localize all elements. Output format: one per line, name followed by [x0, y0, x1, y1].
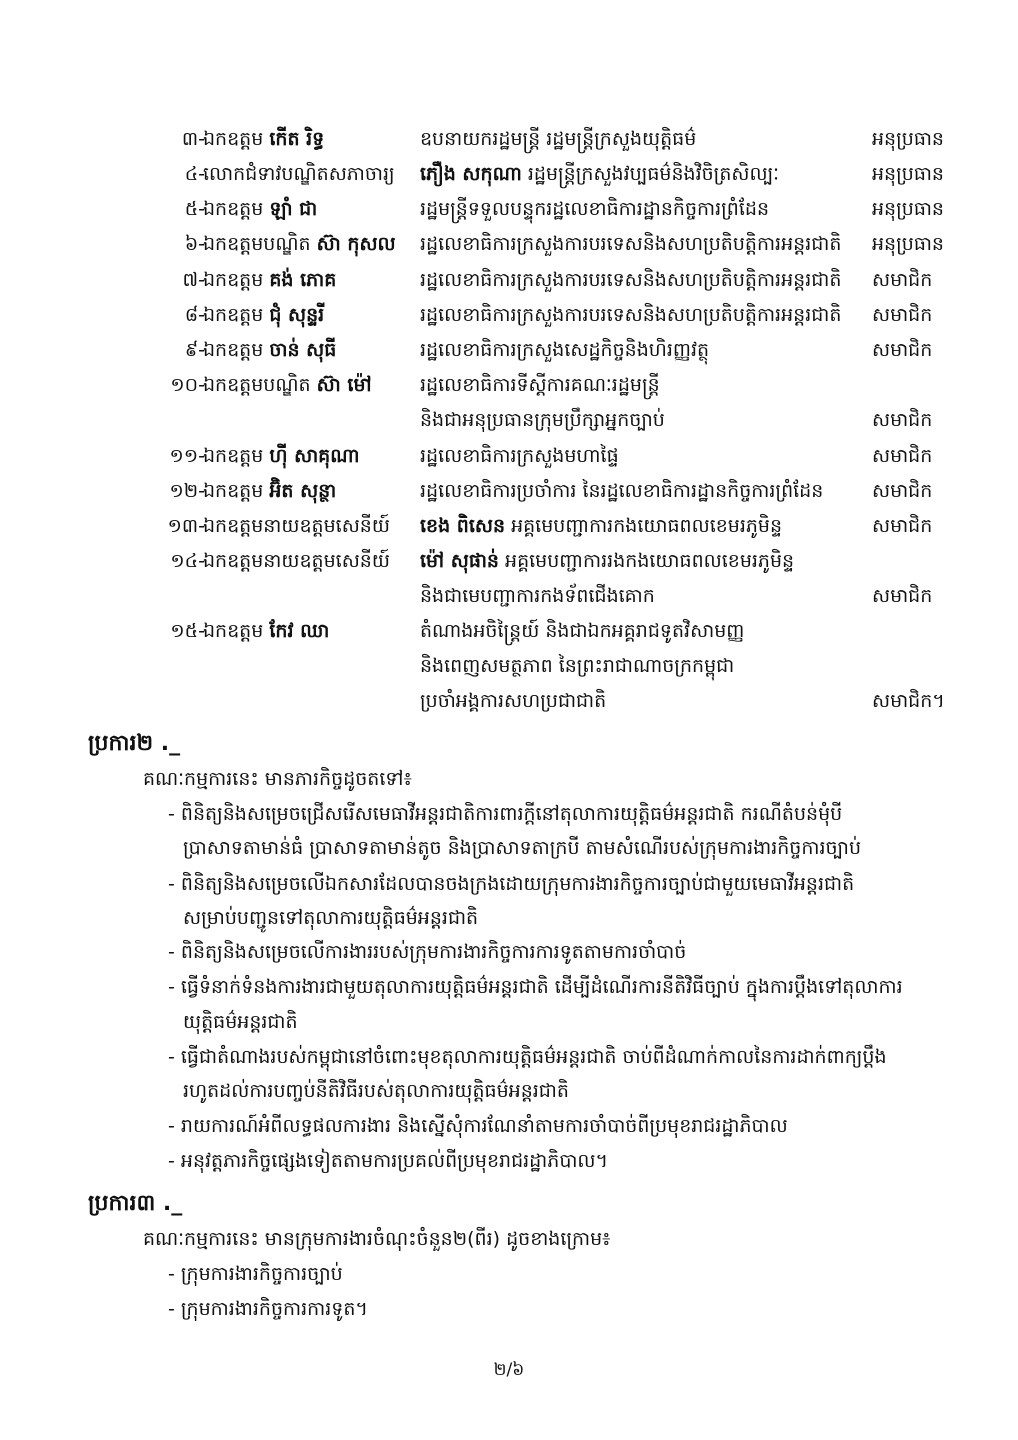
- member-number: ៣-: [181, 128, 205, 150]
- member-status: សមាជិក: [872, 445, 933, 467]
- article-2-bullet: - ពិនិត្យនិងសម្រេចលើឯកសារដែលបានចងក្រងដោយក្រុមការងារកិច្ចការច្បាប់ជាមួយមេធាវីអន្តរជាតិ: [168, 873, 855, 895]
- member-title: ឯកឧត្តម ជុំ សុន្ទរី: [203, 304, 325, 326]
- member-number: ១១-: [169, 445, 205, 467]
- member-status: សមាជិក: [872, 585, 933, 607]
- member-role: ខេង ពិសេន អគ្គមេបញ្ជាការកងយោធពលខេមរភូមិន្ទ: [420, 515, 783, 537]
- member-role: រដ្ឋលេខាធិការប្រចាំការ នៃរដ្ឋលេខាធិការដ្ឋានកិច្ចការព្រំដែន: [420, 480, 824, 502]
- member-name: ឡាំ ជា: [269, 198, 318, 220]
- member-name: ខេង ពិសេន: [420, 515, 506, 537]
- article-2-bullet-cont: ប្រាសាទតាមាន់ធំ ប្រាសាទតាមាន់តូច និងប្រាសាទតាក្របី តាមសំណើរបស់ក្រុមការងារកិច្ចការច្បាប់: [183, 837, 862, 859]
- member-title: ឯកឧត្តម អ៊ិត សុន្ថា: [203, 480, 337, 502]
- member-number: ១៣-: [167, 515, 205, 537]
- member-name: ជុំ សុន្ទរី: [269, 304, 325, 326]
- member-title: ឯកឧត្តមនាយឧត្តមសេនីយ៍: [203, 550, 390, 572]
- member-name: ភឿង សកុណា: [420, 163, 522, 185]
- member-name: ស៊ា ម៉ៅ: [316, 374, 372, 396]
- member-name: កើត រិទ្ធ: [269, 128, 325, 150]
- article-2-bullet: - រាយការណ៍អំពីលទ្ធផលការងារ និងស្នើសុំការណែនាំតាមការចាំបាច់ពីប្រមុខរាជរដ្ឋាភិបាល: [168, 1115, 788, 1137]
- member-role: ឧបនាយករដ្ឋមន្ត្រី រដ្ឋមន្ត្រីក្រសួងយុត្តិធម៌: [420, 128, 697, 150]
- member-status: សមាជិក: [872, 409, 933, 431]
- member-number: ១០-: [170, 374, 205, 396]
- member-number: ៩-: [184, 339, 205, 361]
- article-2-bullet: - ធ្វើជាតំណាងរបស់កម្ពុជានៅចំពោះមុខតុលាការយុត្តិធម៌អន្តរជាតិ ចាប់ពីដំណាក់កាលនៃការដាក់ពាក្យប្តឹង: [168, 1046, 887, 1068]
- member-title: ឯកឧត្តមបណ្ឌិត ស៊ា កុសល: [203, 233, 396, 255]
- member-name: អ៊ិត សុន្ថា: [269, 480, 337, 502]
- article-2-bullet-cont: រហូតដល់ការបញ្ចប់នីតិវិធីរបស់តុលាការយុត្តិធម៌អន្តរជាតិ: [183, 1080, 569, 1102]
- article-2-bullet-cont: សម្រាប់បញ្ជូនទៅតុលាការយុត្តិធម៌អន្តរជាតិ: [183, 907, 479, 929]
- member-title: ឯកឧត្តម ឡាំ ជា: [203, 198, 318, 220]
- member-role-cont: និងពេញសមត្ថភាព នៃព្រះរាជាណាចក្រកម្ពុជា: [420, 655, 735, 677]
- member-role: រដ្ឋលេខាធិការក្រសួងការបរទេសនិងសហប្រតិបត្តិការអន្តរជាតិ: [420, 269, 842, 291]
- member-name: ហ៊ី សាគុណា: [269, 445, 360, 467]
- article-2-intro: គណៈកម្មការនេះ មានភារកិច្ចដូចតទៅ៖: [143, 768, 412, 790]
- member-status: អនុប្រធាន: [872, 198, 944, 220]
- member-status: សមាជិក: [872, 269, 933, 291]
- member-name: គង់ ភោគ: [269, 269, 337, 291]
- member-title: ឯកឧត្តម កើត រិទ្ធ: [203, 128, 325, 150]
- article-2-heading: ប្រការ២ ._: [88, 731, 181, 756]
- member-title: ឯកឧត្តម ចាន់ សុធី: [203, 339, 337, 361]
- article-2-bullet: - អនុវត្តភារកិច្ចផ្សេងទៀតតាមការប្រគល់ពីប្រមុខរាជរដ្ឋាភិបាល។: [168, 1150, 609, 1172]
- member-title: ឯកឧត្តមនាយឧត្តមសេនីយ៍: [203, 515, 390, 537]
- member-title: លោកជំទាវបណ្ឌិតសភាចារ្យ: [203, 163, 395, 185]
- member-role-cont: និងជាអនុប្រធានក្រុមប្រឹក្សាអ្នកច្បាប់: [420, 409, 665, 431]
- member-title: ឯកឧត្តម គង់ ភោគ: [203, 269, 337, 291]
- article-2-bullet: - ពិនិត្យនិងសម្រេចលើការងាររបស់ក្រុមការងារកិច្ចការការទូតតាមការចាំបាច់: [168, 941, 687, 963]
- member-number: ៨-: [184, 304, 205, 326]
- member-number: ១៤-: [170, 550, 205, 572]
- article-3-heading: ប្រការ៣ ._: [88, 1191, 183, 1216]
- member-role: ម៉ៅ សុផាន់ អគ្គមេបញ្ជាការរងកងយោធពលខេមរភូមិន្ទ: [420, 550, 795, 572]
- article-3-bullet: - ក្រុមការងារកិច្ចការច្បាប់: [168, 1263, 343, 1285]
- member-role-cont: ប្រចាំអង្គការសហប្រជាជាតិ: [420, 690, 607, 712]
- article-2-bullet: - ធ្វើទំនាក់ទំនងការងារជាមួយតុលាការយុត្តិធម៌អន្តរជាតិ ដើម្បីដំណើរការនីតិវិធីច្បាប់ ក្នុងការប្តឹងទៅតុលាការ: [168, 976, 903, 998]
- member-number: ៧-: [182, 269, 205, 291]
- member-role: រដ្ឋលេខាធិការក្រសួងការបរទេសនិងសហប្រតិបត្តិការអន្តរជាតិ: [420, 304, 842, 326]
- member-status: អនុប្រធាន: [872, 163, 944, 185]
- member-title: ឯកឧត្តមបណ្ឌិត ស៊ា ម៉ៅ: [203, 374, 372, 396]
- member-number: ៤-: [184, 163, 205, 185]
- member-number: ១២-: [169, 480, 205, 502]
- member-role: ភឿង សកុណា រដ្ឋមន្ត្រីក្រសួងវប្បធម៌និងវិចិត្រសិល្បៈ: [420, 163, 780, 185]
- member-status: សមាជិក: [872, 480, 933, 502]
- member-role: រដ្ឋលេខាធិការក្រសួងការបរទេសនិងសហប្រតិបត្តិការអន្តរជាតិ: [420, 233, 842, 255]
- member-role: រដ្ឋលេខាធិការក្រសួងសេដ្ឋកិច្ចនិងហិរញ្ញវត្ថុ: [420, 339, 710, 361]
- member-role: រដ្ឋមន្ត្រីទទួលបន្ទុករដ្ឋលេខាធិការដ្ឋានកិច្ចការព្រំដែន: [420, 198, 770, 220]
- member-number: ៦-: [184, 233, 205, 255]
- member-status: សមាជិក: [872, 304, 933, 326]
- member-name: កែវ ឈា: [269, 620, 330, 642]
- member-name: ចាន់ សុធី: [269, 339, 337, 361]
- member-status: សមាជិក។: [872, 690, 945, 712]
- member-title: ឯកឧត្តម កែវ ឈា: [203, 620, 330, 642]
- member-role: រដ្ឋលេខាធិការក្រសួងមហាផ្ទៃ: [420, 445, 619, 467]
- member-status: អនុប្រធាន: [872, 128, 944, 150]
- article-3-bullet: - ក្រុមការងារកិច្ចការការទូត។: [168, 1298, 368, 1320]
- member-status: សមាជិក: [872, 515, 933, 537]
- member-role: តំណាងអចិន្ត្រៃយ៍ និងជាឯកអគ្គរាជទូតវិសាមញ្ញ: [420, 620, 745, 642]
- member-role: រដ្ឋលេខាធិការទីស្តីការគណៈរដ្ឋមន្ត្រី: [420, 374, 660, 396]
- page-number: ២/៦: [493, 1360, 525, 1380]
- member-status: អនុប្រធាន: [872, 233, 944, 255]
- member-title: ឯកឧត្តម ហ៊ី សាគុណា: [203, 445, 360, 467]
- member-name: ស៊ា កុសល: [316, 233, 396, 255]
- member-status: សមាជិក: [872, 339, 933, 361]
- article-2-bullet: - ពិនិត្យនិងសម្រេចជ្រើសរើសមេធាវីអន្តរជាតិការពារក្តីនៅតុលាការយុត្តិធម៌អន្តរជាតិ ករណីតំបន់មុំបី: [168, 803, 843, 825]
- member-number: ១៥-: [170, 620, 205, 642]
- member-number: ៥-: [184, 198, 205, 220]
- article-2-bullet-cont: យុត្តិធម៌អន្តរជាតិ: [183, 1011, 298, 1033]
- member-role-cont: និងជាមេបញ្ជាការកងទ័ពជើងគោក: [420, 585, 655, 607]
- article-3-intro: គណៈកម្មការនេះ មានក្រុមការងារចំណុះចំនួន២(ពីរ) ដូចខាងក្រោម៖: [143, 1228, 611, 1250]
- member-name: ម៉ៅ សុផាន់: [420, 550, 499, 572]
